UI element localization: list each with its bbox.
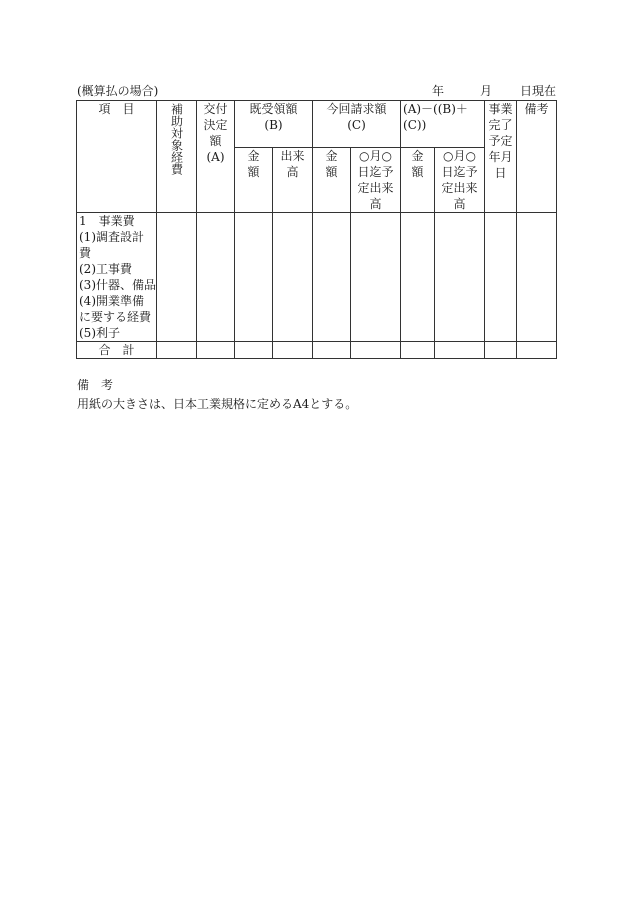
total-row	[77, 342, 557, 359]
header-request: 今回請求額 (C)	[313, 101, 401, 148]
cell-grant	[197, 213, 235, 342]
cell-received-amount	[235, 213, 273, 342]
total-grant	[197, 342, 235, 359]
header-remaining: (A)－((B)＋(C))	[401, 101, 485, 148]
item-project-cost: 1 事業費	[79, 214, 135, 228]
items-row	[77, 213, 557, 342]
month-label: 月	[480, 84, 493, 98]
cell-request-planned	[351, 213, 401, 342]
total-remaining-amount	[401, 342, 435, 359]
total-request-planned	[351, 342, 401, 359]
year-label: 年	[432, 84, 445, 98]
total-received-amount	[235, 342, 273, 359]
sub-remaining-planned-output: ○月○日迄予定出来高	[435, 148, 485, 213]
sub-request-planned-output: ○月○日迄予定出来高	[351, 148, 401, 213]
total-label: 合 計	[77, 342, 157, 359]
header-remarks: 備考	[517, 101, 557, 213]
cell-remaining-planned	[435, 213, 485, 342]
expense-table	[76, 100, 557, 359]
total-request-amount	[313, 342, 351, 359]
notes-body: 用紙の大きさは、日本工業規格に定めるA4とする。	[77, 397, 358, 411]
total-subsidy	[157, 342, 197, 359]
sub-received-output: 出来高	[273, 148, 313, 213]
sub-received-amount: 金額	[235, 148, 273, 213]
cell-received-output	[273, 213, 313, 342]
item-list	[77, 213, 157, 342]
item-construction: (2)工事費	[79, 262, 132, 276]
header-grant: 交付決定額 (A)	[197, 101, 235, 213]
cell-remarks	[517, 213, 557, 342]
day-label: 日現在	[520, 84, 557, 98]
item-fixtures: (3)什器、備品	[79, 278, 156, 292]
header-subsidy: 補助対象経費	[157, 101, 197, 213]
cell-remaining-amount	[401, 213, 435, 342]
total-remaining-planned	[435, 342, 485, 359]
total-completion	[485, 342, 517, 359]
item-opening-prep: (4)開業準備に要する経費	[79, 294, 152, 324]
header-item: 項 目	[77, 101, 157, 213]
total-remarks	[517, 342, 557, 359]
notes-title: 備 考	[77, 378, 114, 392]
sub-request-amount: 金額	[313, 148, 351, 213]
case-label: (概算払の場合)	[77, 84, 159, 98]
header-row-1	[77, 101, 557, 148]
item-interest: (5)利子	[79, 326, 120, 340]
date-as-of	[432, 84, 556, 100]
sub-remaining-amount: 金額	[401, 148, 435, 213]
cell-subsidy	[157, 213, 197, 342]
header-received: 既受領額 (B)	[235, 101, 313, 148]
cell-completion	[485, 213, 517, 342]
total-received-output	[273, 342, 313, 359]
item-survey-design: (1)調査設計費	[79, 230, 144, 260]
header-completion: 事業完了予定年月日	[485, 101, 517, 213]
cell-request-amount	[313, 213, 351, 342]
